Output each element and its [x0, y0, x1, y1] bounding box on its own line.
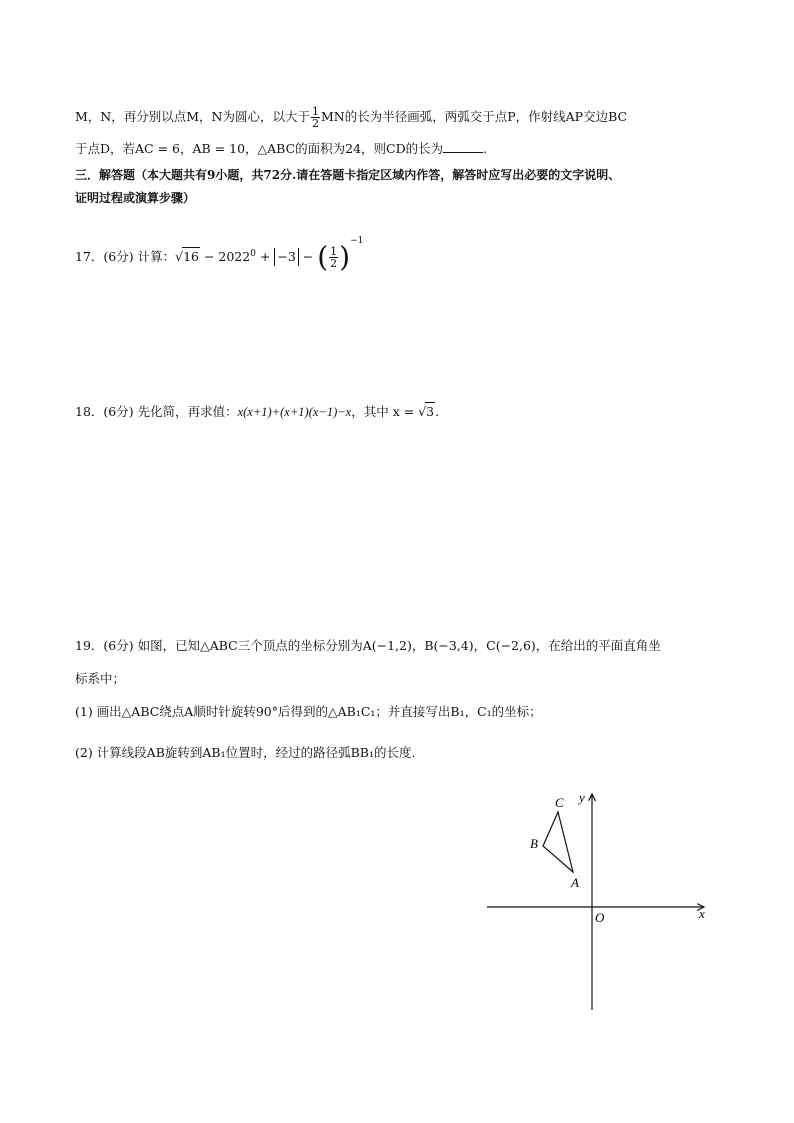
question-17: 17．(6分) 计算：$√16 - 2022^0 + -3$ − ( $\frac{1}{2}$ )$^{-1}$ [75, 236, 364, 274]
q17-exponent-neg-one: −1 [350, 236, 364, 246]
triangle-abc [543, 812, 573, 872]
q16-text-b: MN的长为半径画弧，两弧交于点P，作射线AP交边BC [320, 109, 628, 124]
question-18: 18．(6分) 先化简，再求值：x(x+1)+(x+1)(x−1)−x，其中 x = √3. [75, 404, 440, 419]
q16-text-a: M，N，再分别以点M，N为圆心，以大于 [75, 109, 310, 124]
left-paren: ( [317, 240, 329, 274]
q17-term: − 2022 [199, 249, 251, 264]
q17-exponent-zero: 0 [250, 248, 256, 259]
q18-sqrt: 3 [426, 404, 435, 419]
label-x: x [699, 906, 705, 921]
question-19-line-1: 19．(6分) 如图，已知△ABC三个顶点的坐标分别为A(−1,2)，B(−3,4)，C(−2,6)，在给出的平面直角坐 [75, 638, 661, 653]
q17-absolute-value: −3 [274, 248, 298, 266]
fraction-denominator: 2 [311, 117, 319, 130]
answer-blank[interactable] [443, 140, 483, 153]
fraction-denominator: 2 [330, 257, 338, 270]
q18-prefix: 18．(6分) 先化简，再求值： [75, 404, 238, 419]
q17-plus: + [255, 249, 275, 264]
q17-sqrt: 16 [183, 249, 199, 264]
q16-text-c: 于点D，若AC = 6，AB = 10，△ABC的面积为24，则CD的长为 [75, 141, 444, 156]
q16-text-d: . [483, 141, 488, 156]
label-origin: O [595, 910, 605, 925]
question-19-part-2: (2) 计算线段AB旋转到AB₁位置时，经过的路径弧BB₁的长度. [75, 745, 416, 760]
q18-end: . [435, 404, 440, 419]
coordinate-figure [485, 788, 710, 1013]
question-19-part-1: (1) 画出△ABC绕点A顺时针旋转90°后得到的△AB₁C₁；并直接写出B₁，C₁的坐标； [75, 704, 542, 719]
question-19-line-2: 标系中； [75, 671, 126, 686]
fraction-one-half [311, 106, 320, 129]
section-3-heading-continued: 证明过程或演算步骤） [75, 191, 196, 205]
q18-mid: ，其中 x = [351, 404, 419, 419]
right-paren: ) [339, 240, 351, 274]
q18-expression: x(x+1)+(x+1)(x−1)−x [237, 405, 352, 419]
q16-continued-line-2 [75, 140, 487, 158]
label-b: B [530, 836, 538, 851]
section-3-heading: 三．解答题（本大题共有9小题，共72分.请在答题卡指定区域内作答，解答时应写出必要的文字说明、 [75, 168, 621, 182]
label-a: A [571, 875, 579, 890]
label-c: C [555, 795, 564, 810]
q16-continued-line-1 [75, 106, 627, 129]
q17-minus: − [298, 249, 318, 264]
fraction-numerator: 1 [330, 245, 338, 258]
fraction-numerator: 1 [311, 105, 319, 118]
q17-fraction [329, 246, 338, 269]
q17-prefix: 17．(6分) 计算： [75, 249, 176, 264]
label-y: y [579, 790, 585, 805]
